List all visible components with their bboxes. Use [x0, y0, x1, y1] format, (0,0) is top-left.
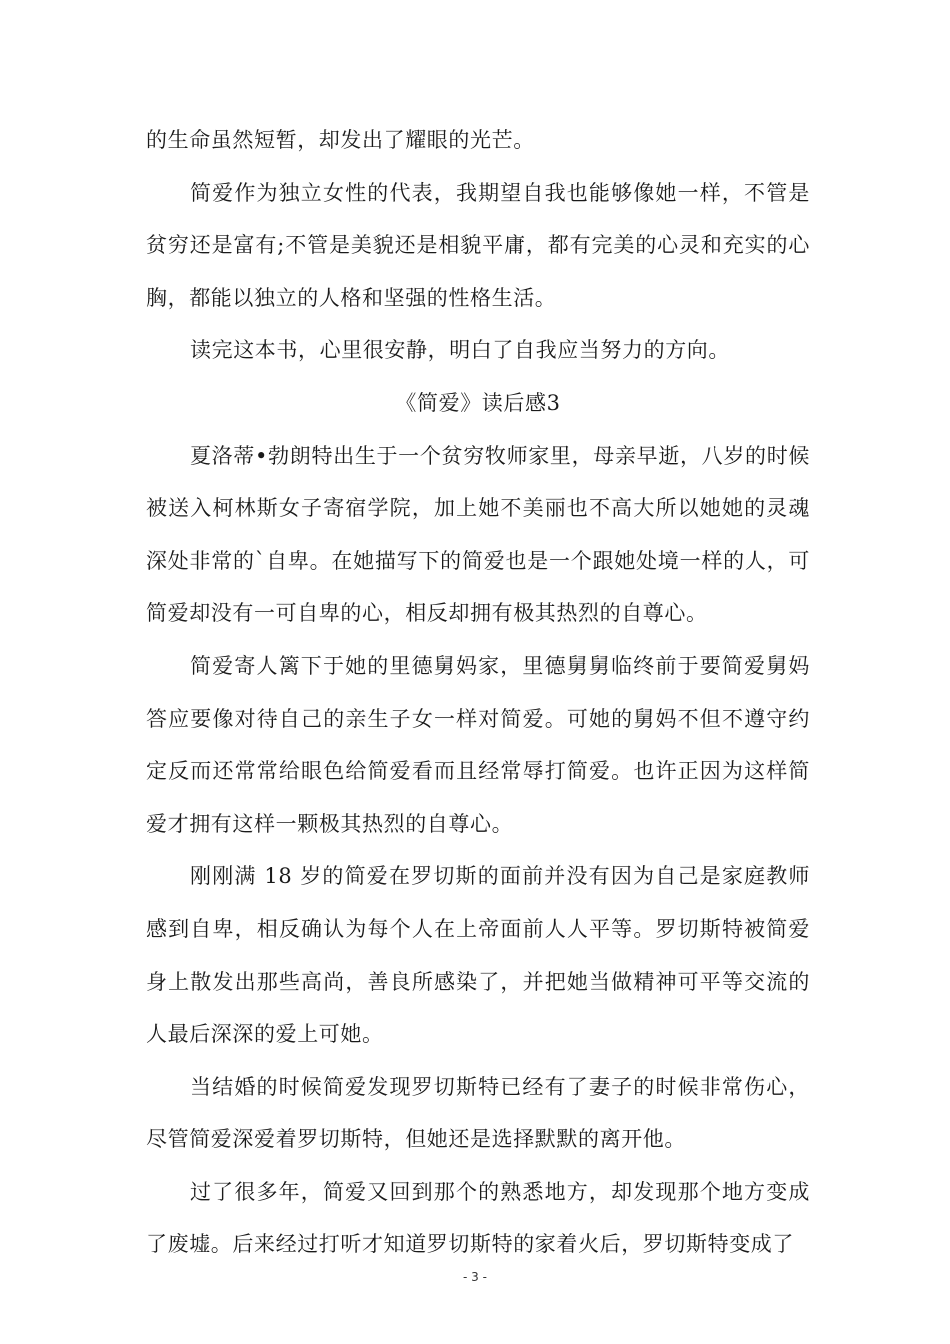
paragraph: 刚刚满 18 岁的简爱在罗切斯的面前并没有因为自己是家庭教师感到自卑，相反确认为每个人在上帝面前人人平等。罗切斯特被简爱身上散发出那些高尚，善良所感染了，并把她当做精神可平等交流的人最后深深的爱上可她。: [146, 864, 810, 1047]
document-body: [146, 114, 810, 1271]
paragraph-continuation: 的生命虽然短暂，却发出了耀眼的光芒。: [146, 128, 535, 152]
paragraph: 过了很多年，简爱又回到那个的熟悉地方，却发现那个地方变成了废墟。后来经过打听才知道罗切斯特的家着火后，罗切斯特变成了: [146, 1179, 810, 1257]
paragraph: 当结婚的时候简爱发现罗切斯特已经有了妻子的时候非常伤心，尽管简爱深爱着罗切斯特，但她还是选择默默的离开他。: [146, 1074, 810, 1152]
page-number: - 3 -: [463, 1270, 487, 1284]
paragraph: 夏洛蒂•勃朗特出生于一个贫穷牧师家里，母亲早逝，八岁的时候被送入柯林斯女子寄宿学院，加上她不美丽也不高大所以她她的灵魂深处非常的`自卑。在她描写下的简爱也是一个跟她处境一样的人，可简爱却没有一可自卑的心，相反却拥有极其热烈的自尊心。: [146, 443, 810, 626]
paragraph: 简爱作为独立女性的代表，我期望自我也能够像她一样，不管是贫穷还是富有;不管是美貌还是相貌平庸，都有完美的心灵和充实的心胸，都能以独立的人格和坚强的性格生活。: [146, 180, 810, 310]
paragraph: 简爱寄人篱下于她的里德舅妈家，里德舅舅临终前于要简爱舅妈答应要像对待自己的亲生子女一样对简爱。可她的舅妈不但不遵守约定反而还常常给眼色给简爱看而且经常辱打简爱。也许正因为这样简爱才拥有这样一颗极其热烈的自尊心。: [146, 653, 810, 836]
section-heading: 《简爱》读后感3: [395, 390, 561, 415]
paragraph: 读完这本书，心里很安静，明白了自我应当努力的方向。: [190, 338, 730, 363]
